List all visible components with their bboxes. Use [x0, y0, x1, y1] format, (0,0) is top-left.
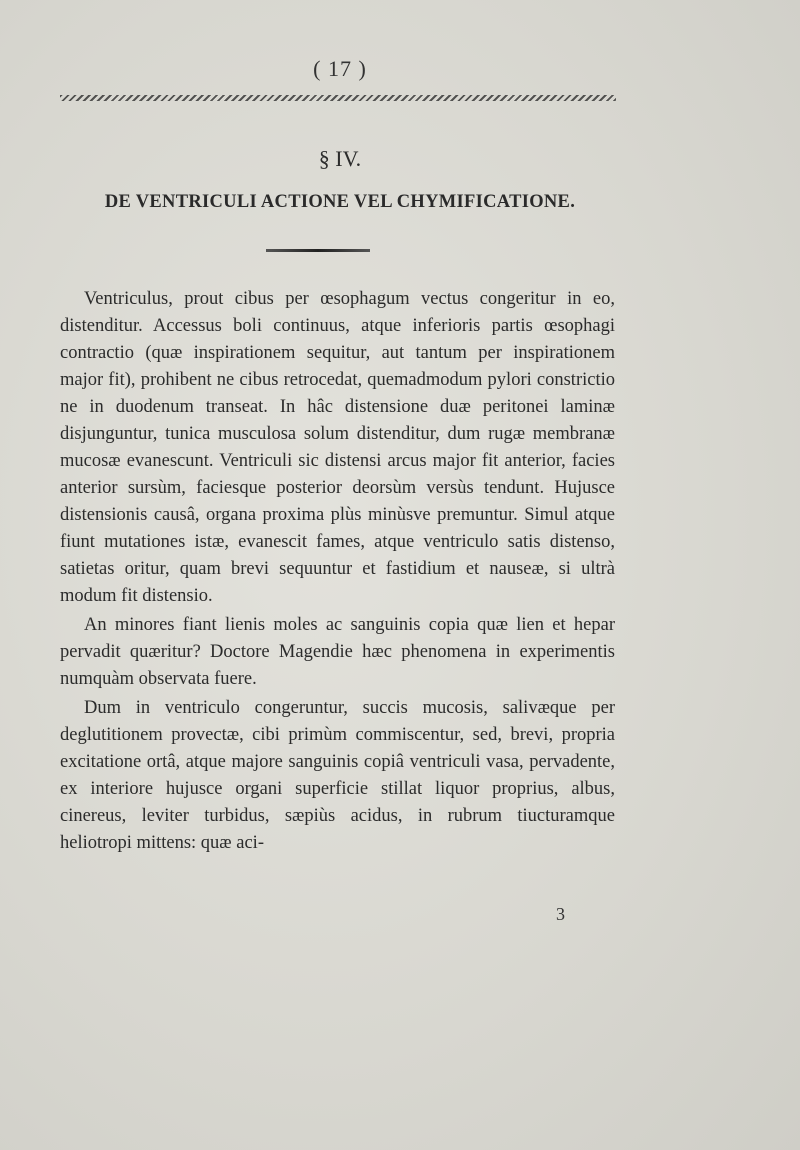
paragraph-2: An minores fiant lienis moles ac sanguinis copia quæ lien et hepar pervadit quæritur? Doctore Magendie hæc phenomena in experimentis numquàm observata fuere.: [60, 615, 615, 689]
paragraph-3: Dum in ventriculo congeruntur, succis mucosis, salivæque per deglutitionem provectæ, cibi primùm commiscentur, sed, brevi, propria excitatione ortâ, atque majore sanguinis copiâ ventriculi vasa, pervadente, ex interiore hujusce organi superficie stillat liquor proprius, albus, cinereus, leviter turbidus, sæpiùs acidus, in rubrum tiucturamque heliotropi mittens: quæ aci-: [60, 698, 615, 853]
signature-mark: 3: [556, 904, 565, 924]
section-title: DE VENTRICULI ACTIONE VEL CHYMIFICATIONE.: [104, 192, 576, 212]
title-divider: [266, 249, 370, 252]
page-number: ( 17 ): [313, 56, 367, 81]
body-text: [60, 286, 615, 859]
paragraph-1: Ventriculus, prout cibus per œsophagum vectus congeritur in eo, distenditur. Accessus boli continuus, atque inferioris partis œsophagi contractio (quæ inspirationem sequitur, aut tantum per inspirationem major fit), prohibent ne cibus retrocedat, quemadmodum pylori constrictio ne in duodenum transeat. In hâc distensione duæ peritonei laminæ disjunguntur, tunica musculosa solum distenditur, dum rugæ membranæ mucosæ evanescunt. Ventriculi sic distensi arcus major fit anterior, facies anterior sursùm, faciesque posterior deorsùm versùs tendunt. Hujusce distensionis causâ, organa proxima plùs minùsve premuntur. Simul atque fiunt mutationes istæ, evanescit fames, atque ventriculo satis distenso, satietas oritur, quam brevi sequuntur et fastidium et nauseæ, si ultrà modum fit distensio.: [60, 289, 615, 606]
ornamental-rule: [60, 95, 616, 101]
bleed-through-text: [90, 122, 94, 142]
section-number: § IV.: [318, 146, 362, 171]
